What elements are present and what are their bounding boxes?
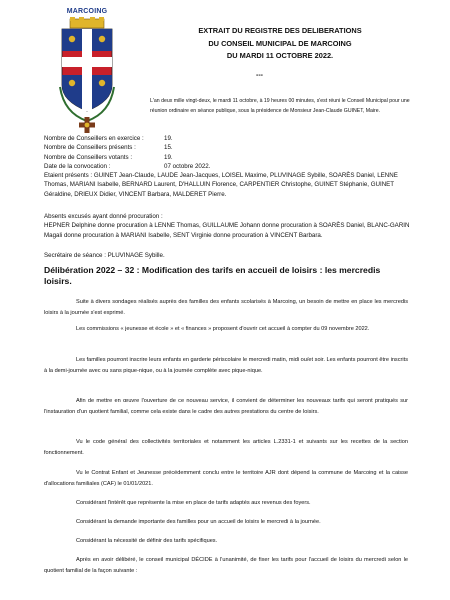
count-row [44, 134, 419, 143]
count-value: 19. [164, 153, 173, 161]
count-value: 15. [164, 144, 173, 152]
count-row [44, 153, 419, 162]
body-paragraph: Suite à divers sondages réalisés auprès des familles des enfants scolarisés à Marcoing, un besoin de mettre en place les mercredis loisirs à la journée s'est exprimé. [44, 299, 408, 316]
count-value: 07 octobre 2022. [164, 162, 211, 170]
count-label: Nombre de Conseillers votants : [44, 153, 133, 161]
attendance-block [44, 134, 419, 199]
body-paragraph: Vu le Contrat Enfant et Jeunesse précédemment conclu entre le territoire AJR dont dépend la commune de Marcoing et la caisse d'allocations familiales (CAF) le 01/01/2021. [44, 470, 408, 487]
body-paragraph: Les familles pourront inscrire leurs enfants en garderie périscolaire le mercredi matin, midi ou/et soir. Les enfants pourront être inscrits à la demi-journée avec ou sans pique-nique, ou à la journée complète avec pique-nique. [44, 357, 408, 374]
body-paragraph: Après en avoir délibéré, le conseil municipal DÉCIDE à l'unanimité, de fixer les tarifs pour l'accueil de loisirs du mercredi selon le quotient familial de la façon suivante : [44, 557, 408, 574]
body-paragraph: Considérant la nécessité de définir des tarifs spécifiques. [76, 538, 218, 544]
header-line-3: DU MARDI 11 OCTOBRE 2022. [226, 51, 334, 60]
secretary-line: Secrétaire de séance : PLUVINAGE Sybille. [44, 252, 165, 259]
body-paragraph: Vu le code général des collectivités territoriales et notamment les articles L.2331-1 et suivants sur les recettes de la section fonctionnement. [44, 439, 408, 456]
coat-of-arms-logo [56, 8, 118, 135]
presents-list: Etaient présents : GUINET Jean-Claude, LAUDE Jean-Jacques, LOISEL Maxime, PLUVINAGE Sybille, SOARÈS Daniel, LENNE Thomas, MARIANI Isabelle, BERNARD Laurent, D'HALLUIN Florence, CARPENTIER Christophe, GUINET Stéphanie, GUINET Géraldine, DRIEUX Didier, VINCENT Barbara, MALDERET Pierre. [44, 172, 398, 198]
document-header [180, 25, 380, 63]
count-label: Nombre de Conseillers en exercice : [44, 135, 144, 142]
count-label: Nombre de Conseillers présents : [44, 144, 136, 152]
coat-of-arms-icon [56, 17, 118, 135]
count-label: Date de la convocation : [44, 162, 111, 170]
body-paragraph: Considérant l'intérêt que représente la mise en place de tarifs adaptés aux revenus des foyers. [76, 500, 311, 506]
header-separator: --- [256, 72, 263, 79]
absents-list: HEPNER Delphine donne procuration à LENNE Thomas, GUILLAUME Johann donne procuration à SOARÈS Daniel, BLANC-GARIN Magali donne procuration à MARIANI Isabelle, SENT Virginie donne procuration à VINCENT Barbara. [44, 222, 410, 239]
count-value: 19. [164, 135, 173, 142]
count-row [44, 162, 419, 171]
body-paragraph: Afin de mettre en œuvre l'ouverture de ce nouveau service, il convient de déterminer les nouveaux tarifs qui seront pratiqués sur l'instauration d'un quotient familial, comme cela existe dans le cadre des autres prestations du centre de loisirs. [44, 398, 408, 415]
body-paragraph: Considérant la demande importante des familles pour un accueil de loisirs le mercredi à la journée. [76, 519, 321, 525]
deliberation-title: Délibération 2022 – 32 : Modification des tarifs en accueil de loisirs : les mercredis loisirs. [44, 265, 381, 286]
absents-block [44, 212, 419, 240]
absents-title: Absents excusés ayant donné procuration : [44, 213, 163, 220]
logo-title: MARCOING [66, 8, 108, 15]
header-line-1: EXTRAIT DU REGISTRE DES DELIBERATIONS [198, 26, 362, 35]
intro-paragraph: L'an deux mille vingt-deux, le mardi 11 octobre, à 19 heures 00 minutes, s'est réuni le Conseil Municipal pour une réunion ordinaire en séance publique, sous la présidence de Monsieur Jean-Claude GUINET, Maire. [150, 98, 410, 114]
body-paragraph: Les commissions « jeunesse et école » et « finances » proposent d'ouvrir cet accueil à compter du 09 novembre 2022. [76, 326, 370, 332]
count-row [44, 143, 419, 152]
header-line-2: DU CONSEIL MUNICIPAL DE MARCOING [208, 38, 352, 48]
